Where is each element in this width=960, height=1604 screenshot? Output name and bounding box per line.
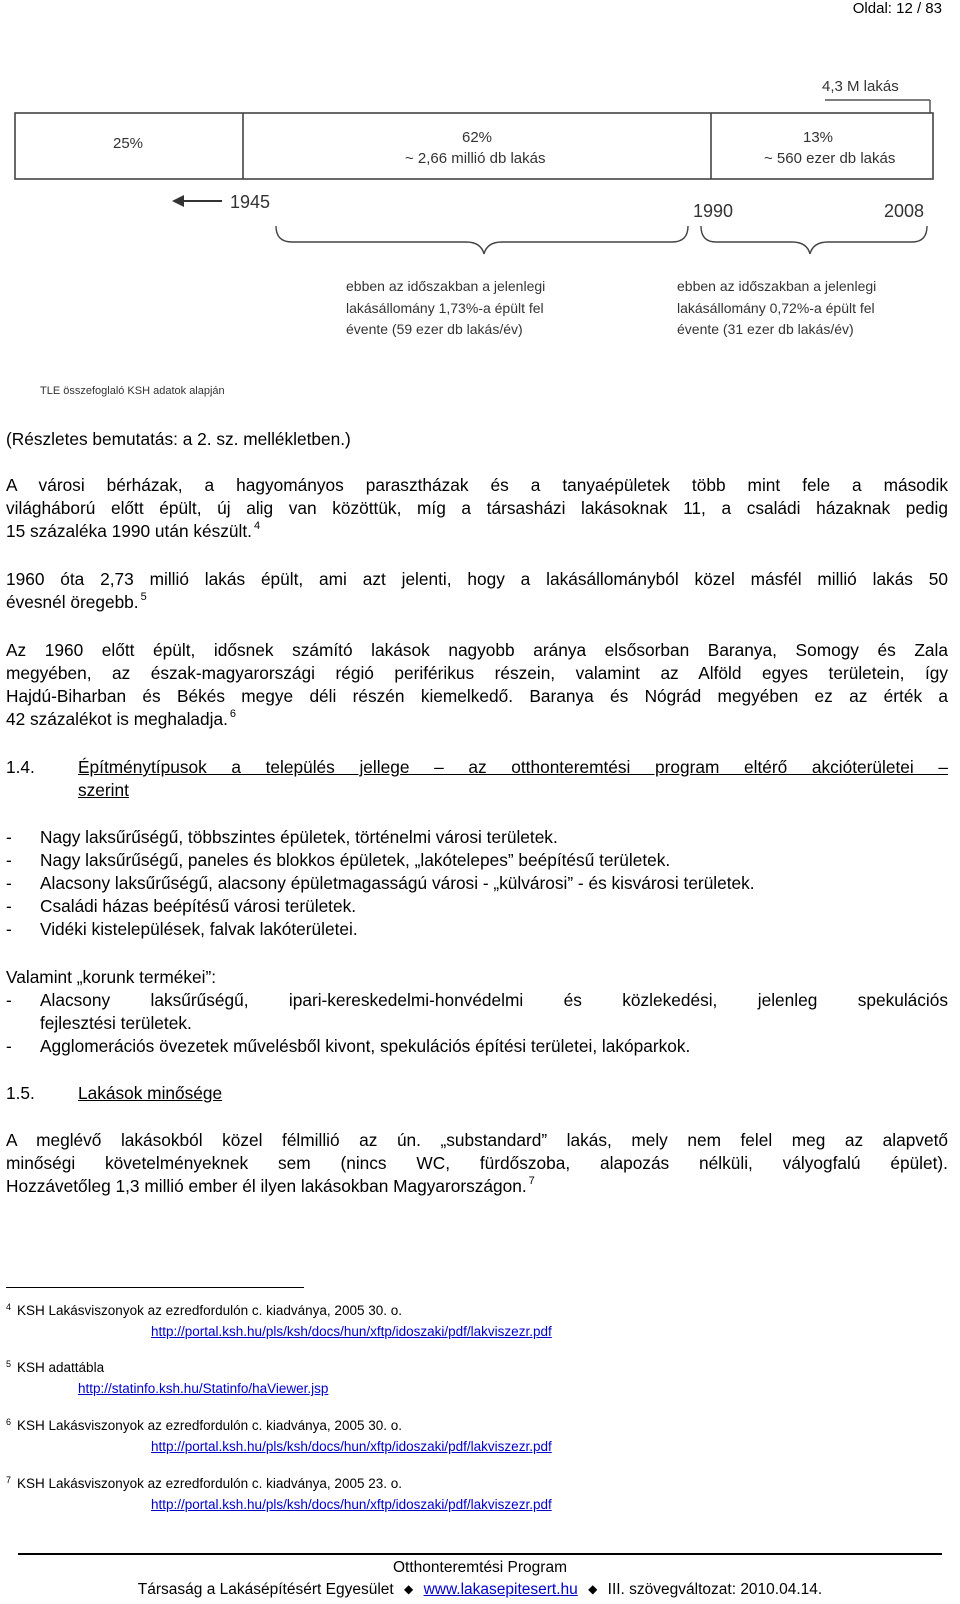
- footer-program: Otthonteremtési Program: [392, 1559, 567, 1576]
- footer-version: III. szövegváltozat: 2010.04.14.: [607, 1581, 823, 1598]
- note-mid-line3: évente (59 ezer db lakás/év): [346, 321, 523, 337]
- section-1-5-heading: [6, 1082, 948, 1105]
- segment-right-pct: 13%: [803, 129, 834, 146]
- building-types-list: [6, 826, 948, 941]
- p2-line1: 1960 óta 2,73 millió lakás épült, ami azt jelenti, hogy a lakásállományból közel másfél millió lakás 50: [6, 569, 948, 589]
- segment-mid-count: ~ 2,66 millió db lakás: [405, 150, 546, 167]
- diamond-icon: ◆: [588, 1582, 598, 1596]
- note-mid-line1: ebben az időszakban a jelenlegi: [346, 278, 546, 294]
- page-number: Oldal: 12 / 83: [852, 0, 942, 17]
- p1-line2: világháború előtt épült, új alig van közöttük, míg a társasházi lakásoknak 11, a családi házaknak pedig: [6, 498, 948, 518]
- details-note: (Részletes bemutatás: a 2. sz. mellékletben.): [6, 429, 351, 449]
- footnote-link[interactable]: http://portal.ksh.hu/pls/ksh/docs/hun/xftp/idoszaki/pdf/lakviszezr.pdf: [151, 1497, 552, 1512]
- list-item: - Agglomerációs övezetek művelésből kivont, spekulációs építési területei, lakóparkok.: [6, 1036, 691, 1056]
- section-title: [78, 756, 948, 802]
- segment-left-pct: 25%: [113, 135, 144, 152]
- list-item: - Vidéki kistelepülések, falvak lakóterületei.: [6, 919, 358, 939]
- footer: [0, 1557, 960, 1601]
- paragraph-2: [6, 568, 948, 617]
- p1-line3: 15 százaléka 1990 után készült.: [6, 521, 252, 541]
- list-item: - Nagy laksűrűségű, többszintes épületek, történelmi városi területek.: [6, 827, 558, 847]
- segment-right-count: ~ 560 ezer db lakás: [764, 150, 896, 167]
- figure-source: TLE összefoglaló KSH adatok alapján: [40, 385, 225, 397]
- note-right-line2: lakásállomány 0,72%-a épült fel: [677, 300, 875, 316]
- paragraph-1: [6, 474, 948, 546]
- paragraph-4: [6, 1129, 948, 1201]
- list-item: - Nagy laksűrűségű, paneles és blokkos épületek, „lakótelepes” beépítésű területek.: [6, 850, 671, 870]
- p3-line3: Hajdú-Biharban és Békés megye déli részén kiemelkedő. Baranya és Nógrád megyében ez az érték a: [6, 686, 948, 706]
- list-item: - Alacsony laksűrűségű, alacsony épületmagasságú városi - „külvárosi” - és kisvárosi területek.: [6, 873, 755, 893]
- section-title-line1: Építménytípusok a település jellege – az otthonteremtési program eltérő akcióterületei –: [78, 757, 948, 777]
- list-item: - Családi házas beépítésű városi területek.: [6, 896, 357, 916]
- p1-line1: A városi bérházak, a hagyományos parasztházak és a tanyaépületek több mint fele a második: [6, 475, 948, 495]
- products-list: [6, 989, 948, 1058]
- footnote-link[interactable]: http://statinfo.ksh.hu/Statinfo/haViewer.jsp: [78, 1381, 329, 1396]
- footer-org: Társaság a Lakásépítésért Egyesület: [137, 1581, 394, 1598]
- footnote-ref-4[interactable]: 4: [253, 520, 261, 532]
- year-1990: 1990: [693, 201, 734, 221]
- footer-rule: [18, 1553, 942, 1555]
- arrow-left-icon: [172, 195, 222, 207]
- section-number: 1.4.: [6, 757, 35, 777]
- footnote-ref-5[interactable]: 5: [140, 591, 147, 603]
- paragraph-3: [6, 639, 948, 734]
- footnote-link[interactable]: http://portal.ksh.hu/pls/ksh/docs/hun/xftp/idoszaki/pdf/lakviszezr.pdf: [151, 1324, 552, 1339]
- footnote-6: $^6$ KSH Lakásviszonyok az ezredfordulón c. kiadványa, 2005 30. o. http://portal.ksh.hu/pls/ksh/docs/hun/xftp/idoszaki/pdf/lakviszezr.pdf: [6, 1417, 552, 1454]
- footnote-ref-7[interactable]: 7: [528, 1175, 535, 1187]
- footnote-ref-6[interactable]: 6: [229, 708, 237, 720]
- section-1-4-heading: [6, 756, 948, 802]
- p3-line4: 42 százalékot is meghaladja.: [6, 709, 228, 729]
- segment-mid-pct: 62%: [462, 129, 493, 146]
- section-number: 1.5.: [6, 1083, 35, 1103]
- p4-line2: minőségi követelményeknek sem (nincs WC, fürdőszoba, alapozás nélküli, vályogfalú épület).: [6, 1153, 948, 1173]
- footnote-link[interactable]: http://portal.ksh.hu/pls/ksh/docs/hun/xftp/idoszaki/pdf/lakviszezr.pdf: [151, 1439, 552, 1454]
- footnote-4: $^4$ KSH Lakásviszonyok az ezredfordulón c. kiadványa, 2005 30. o. http://portal.ksh.hu/pls/ksh/docs/hun/xftp/idoszaki/pdf/lakviszezr.pdf: [6, 1302, 552, 1339]
- total-label: 4,3 M lakás: [822, 78, 899, 95]
- diamond-icon: ◆: [404, 1582, 414, 1596]
- section-title-line2: szerint: [78, 780, 129, 800]
- p3-line1: Az 1960 előtt épült, idősnek számító lakások nagyobb aránya elsősorban Baranya, Somogy és Zala: [6, 640, 948, 660]
- footnote-separator: [6, 1287, 304, 1288]
- timeline-bar: [15, 113, 933, 179]
- p2-line2: évesnél öregebb.: [6, 592, 139, 612]
- p4-line3: Hozzávetőleg 1,3 millió ember él ilyen lakásokban Magyarországon.: [6, 1176, 527, 1196]
- p3-line2: megyében, az észak-magyarországi régió periférikus részein, valamint az Alföld egyes területein, így: [6, 663, 948, 683]
- note-right-line3: évente (31 ezer db lakás/év): [677, 321, 854, 337]
- housing-stock-timeline-figure: [0, 70, 960, 415]
- section-title: Lakások minősége: [78, 1083, 223, 1103]
- products-intro: Valamint „korunk termékei”:: [6, 967, 216, 987]
- list-item: - Alacsony laksűrűségű, ipari-kereskedelmi-honvédelmi és közlekedési, jelenleg spekulációs fejlesztési területek.: [6, 990, 948, 1033]
- brace-right: [701, 226, 927, 254]
- brace-mid: [276, 226, 688, 254]
- note-mid-line2: lakásállomány 1,73%-a épült fel: [346, 300, 544, 316]
- footer-website-link[interactable]: www.lakasepitesert.hu: [423, 1581, 578, 1598]
- p4-line1: A meglévő lakásokból közel félmillió az ún. „substandard” lakás, mely nem felel meg az alapvető: [6, 1130, 948, 1150]
- note-right-line1: ebben az időszakban a jelenlegi: [677, 278, 877, 294]
- year-1945: 1945: [230, 192, 271, 212]
- footnote-5: $^5$ KSH adattábla http://statinfo.ksh.hu/Statinfo/haViewer.jsp: [6, 1359, 329, 1396]
- year-2008: 2008: [884, 201, 925, 221]
- footnote-7: $^7$ KSH Lakásviszonyok az ezredfordulón c. kiadványa, 2005 23. o. http://portal.ksh.hu/pls/ksh/docs/hun/xftp/idoszaki/pdf/lakviszezr.pdf: [6, 1475, 552, 1512]
